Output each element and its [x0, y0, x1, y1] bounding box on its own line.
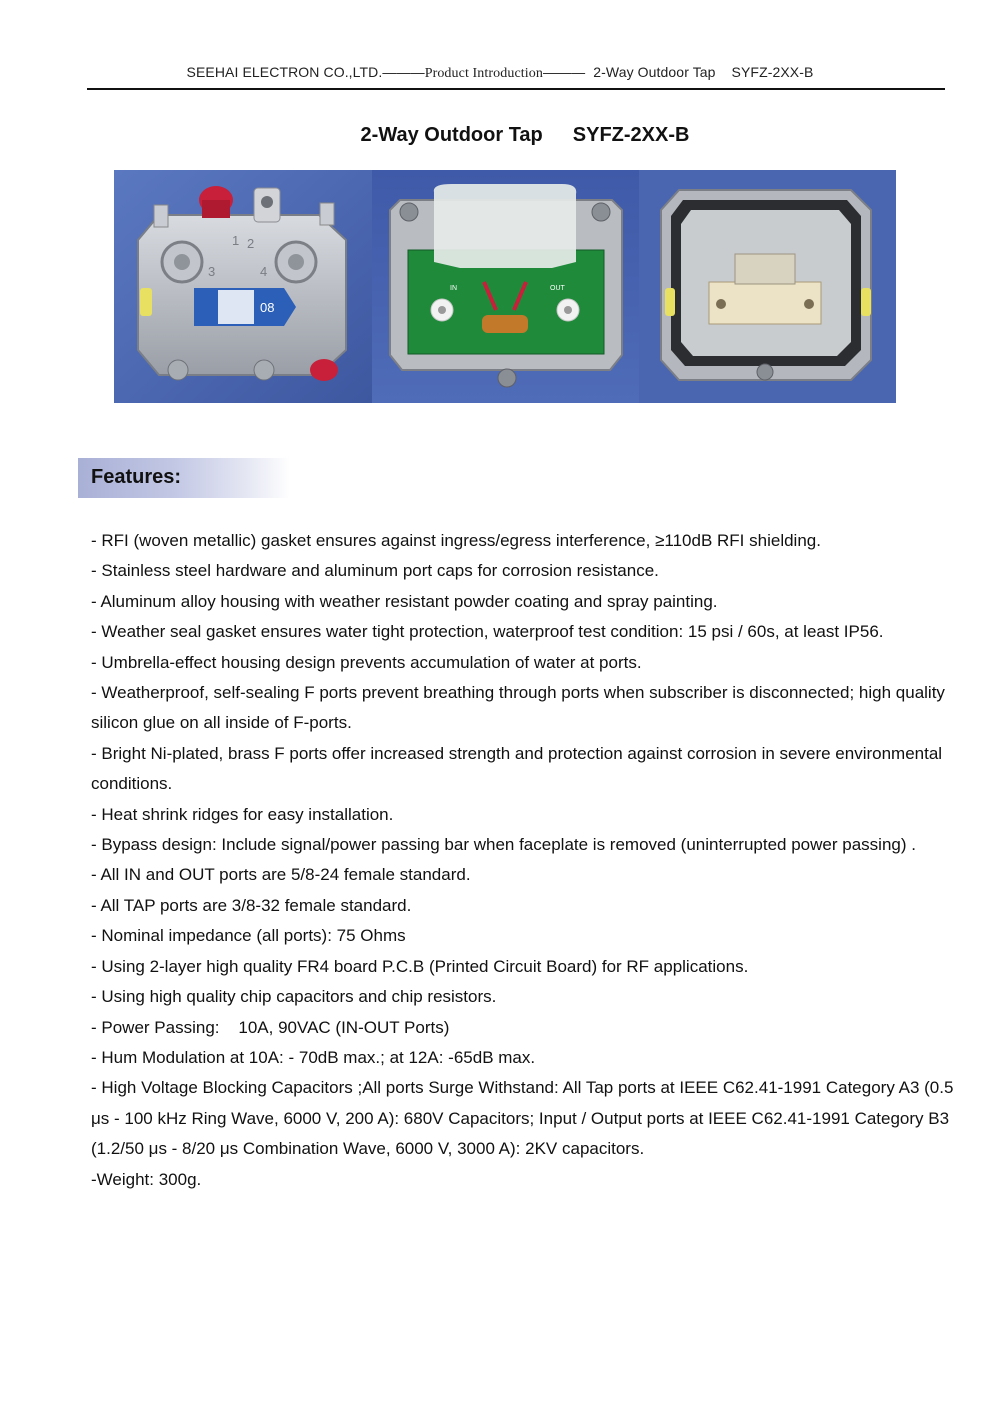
header-section: Product Introduction [424, 66, 543, 81]
feature-item: - Hum Modulation at 10A: - 70dB max.; at 12A: -65dB max. [91, 1047, 536, 1067]
feature-item: - RFI (woven metallic) gasket ensures against ingress/egress interference, ≥110dB RFI shielding. [91, 531, 821, 550]
photo-pcb-cover-image [372, 170, 639, 403]
feature-item: - Weather seal gasket ensures water tight protection, waterproof test condition: 15 psi / 60s, at least IP56. [91, 622, 884, 642]
page-header [0, 64, 1000, 82]
header-model: SYFZ-2XX-B [731, 64, 814, 80]
photo-housing-interior [639, 170, 896, 403]
feature-item: - Stainless steel hardware and aluminum port caps for corrosion resistance. [91, 561, 659, 581]
header-company: SEEHAI ELECTRON CO.,LTD. [186, 64, 383, 80]
feature-item: - Bright Ni-plated, brass F ports offer increased strength and protection against corrosion in severe environmental conditions. [91, 743, 943, 794]
title-product: 2-Way Outdoor Tap [360, 124, 543, 146]
feature-item: - Using high quality chip capacitors and chip resistors. [91, 987, 497, 1007]
feature-item: - Weatherproof, self-sealing F ports prevent breathing through ports when subscriber is disconnected; high quality silicon glue on all inside of F-ports. [91, 683, 945, 733]
port-number-2: 2 [247, 236, 255, 251]
port-number-4: 4 [260, 264, 268, 279]
feature-item: - High Voltage Blocking Capacitors ;All ports Surge Withstand: All Tap ports at IEEE C62.41-1991 Category A3 (0.5 μs - 100 kHz Ring Wave, 6000 V, 200 A): 680V Capacitors; Input / Output ports at IEEE C62.41-1991 Category B3 (1.2/50 μs - 8/20 μs Combination Wave, 6000 V, 3000 A): 2KV capacitors. [91, 1078, 954, 1159]
feature-item: - Aluminum alloy housing with weather resistant powder coating and spray painting. [91, 591, 718, 611]
header-product: 2-Way Outdoor Tap [593, 64, 716, 80]
port-number-3: 3 [208, 264, 216, 279]
port-number-1: 1 [232, 233, 240, 248]
feature-item: - Bypass design: Include signal/power passing bar when faceplate is removed (uninterrupted power passing) . [91, 835, 916, 855]
page-title [0, 124, 1000, 147]
photo-pcb-cover [372, 170, 639, 403]
photo-housing-interior-image [639, 170, 896, 403]
photo-closed-housing-image [114, 170, 372, 403]
pcb-out-label: OUT [550, 285, 565, 292]
product-photo-strip [114, 170, 896, 403]
header-dash-left: ——— [382, 64, 425, 80]
feature-item: -Weight: 300g. [91, 1169, 202, 1189]
title-model: SYFZ-2XX-B [572, 124, 690, 146]
photo-closed-housing [114, 170, 372, 403]
features-heading: Features: [91, 466, 182, 488]
pcb-in-label: IN [450, 285, 457, 292]
header-divider [87, 88, 945, 90]
header-dash-right: ——— [542, 64, 586, 80]
features-heading-banner [78, 458, 290, 498]
label-code: 08 [260, 300, 275, 315]
feature-item: - Heat shrink ridges for easy installation. [91, 804, 394, 824]
features-list [91, 526, 961, 1195]
feature-item: - Umbrella-effect housing design prevents accumulation of water at ports. [91, 652, 642, 672]
feature-item: - All IN and OUT ports are 5/8-24 female standard. [91, 865, 471, 885]
feature-item: - Nominal impedance (all ports): 75 Ohms [91, 926, 406, 946]
feature-item: - Power Passing: 10A, 90VAC (IN-OUT Ports) [91, 1017, 450, 1037]
feature-item: - Using 2-layer high quality FR4 board P.C.B (Printed Circuit Board) for RF applications. [91, 956, 749, 976]
feature-item: - All TAP ports are 3/8-32 female standard. [91, 895, 412, 915]
